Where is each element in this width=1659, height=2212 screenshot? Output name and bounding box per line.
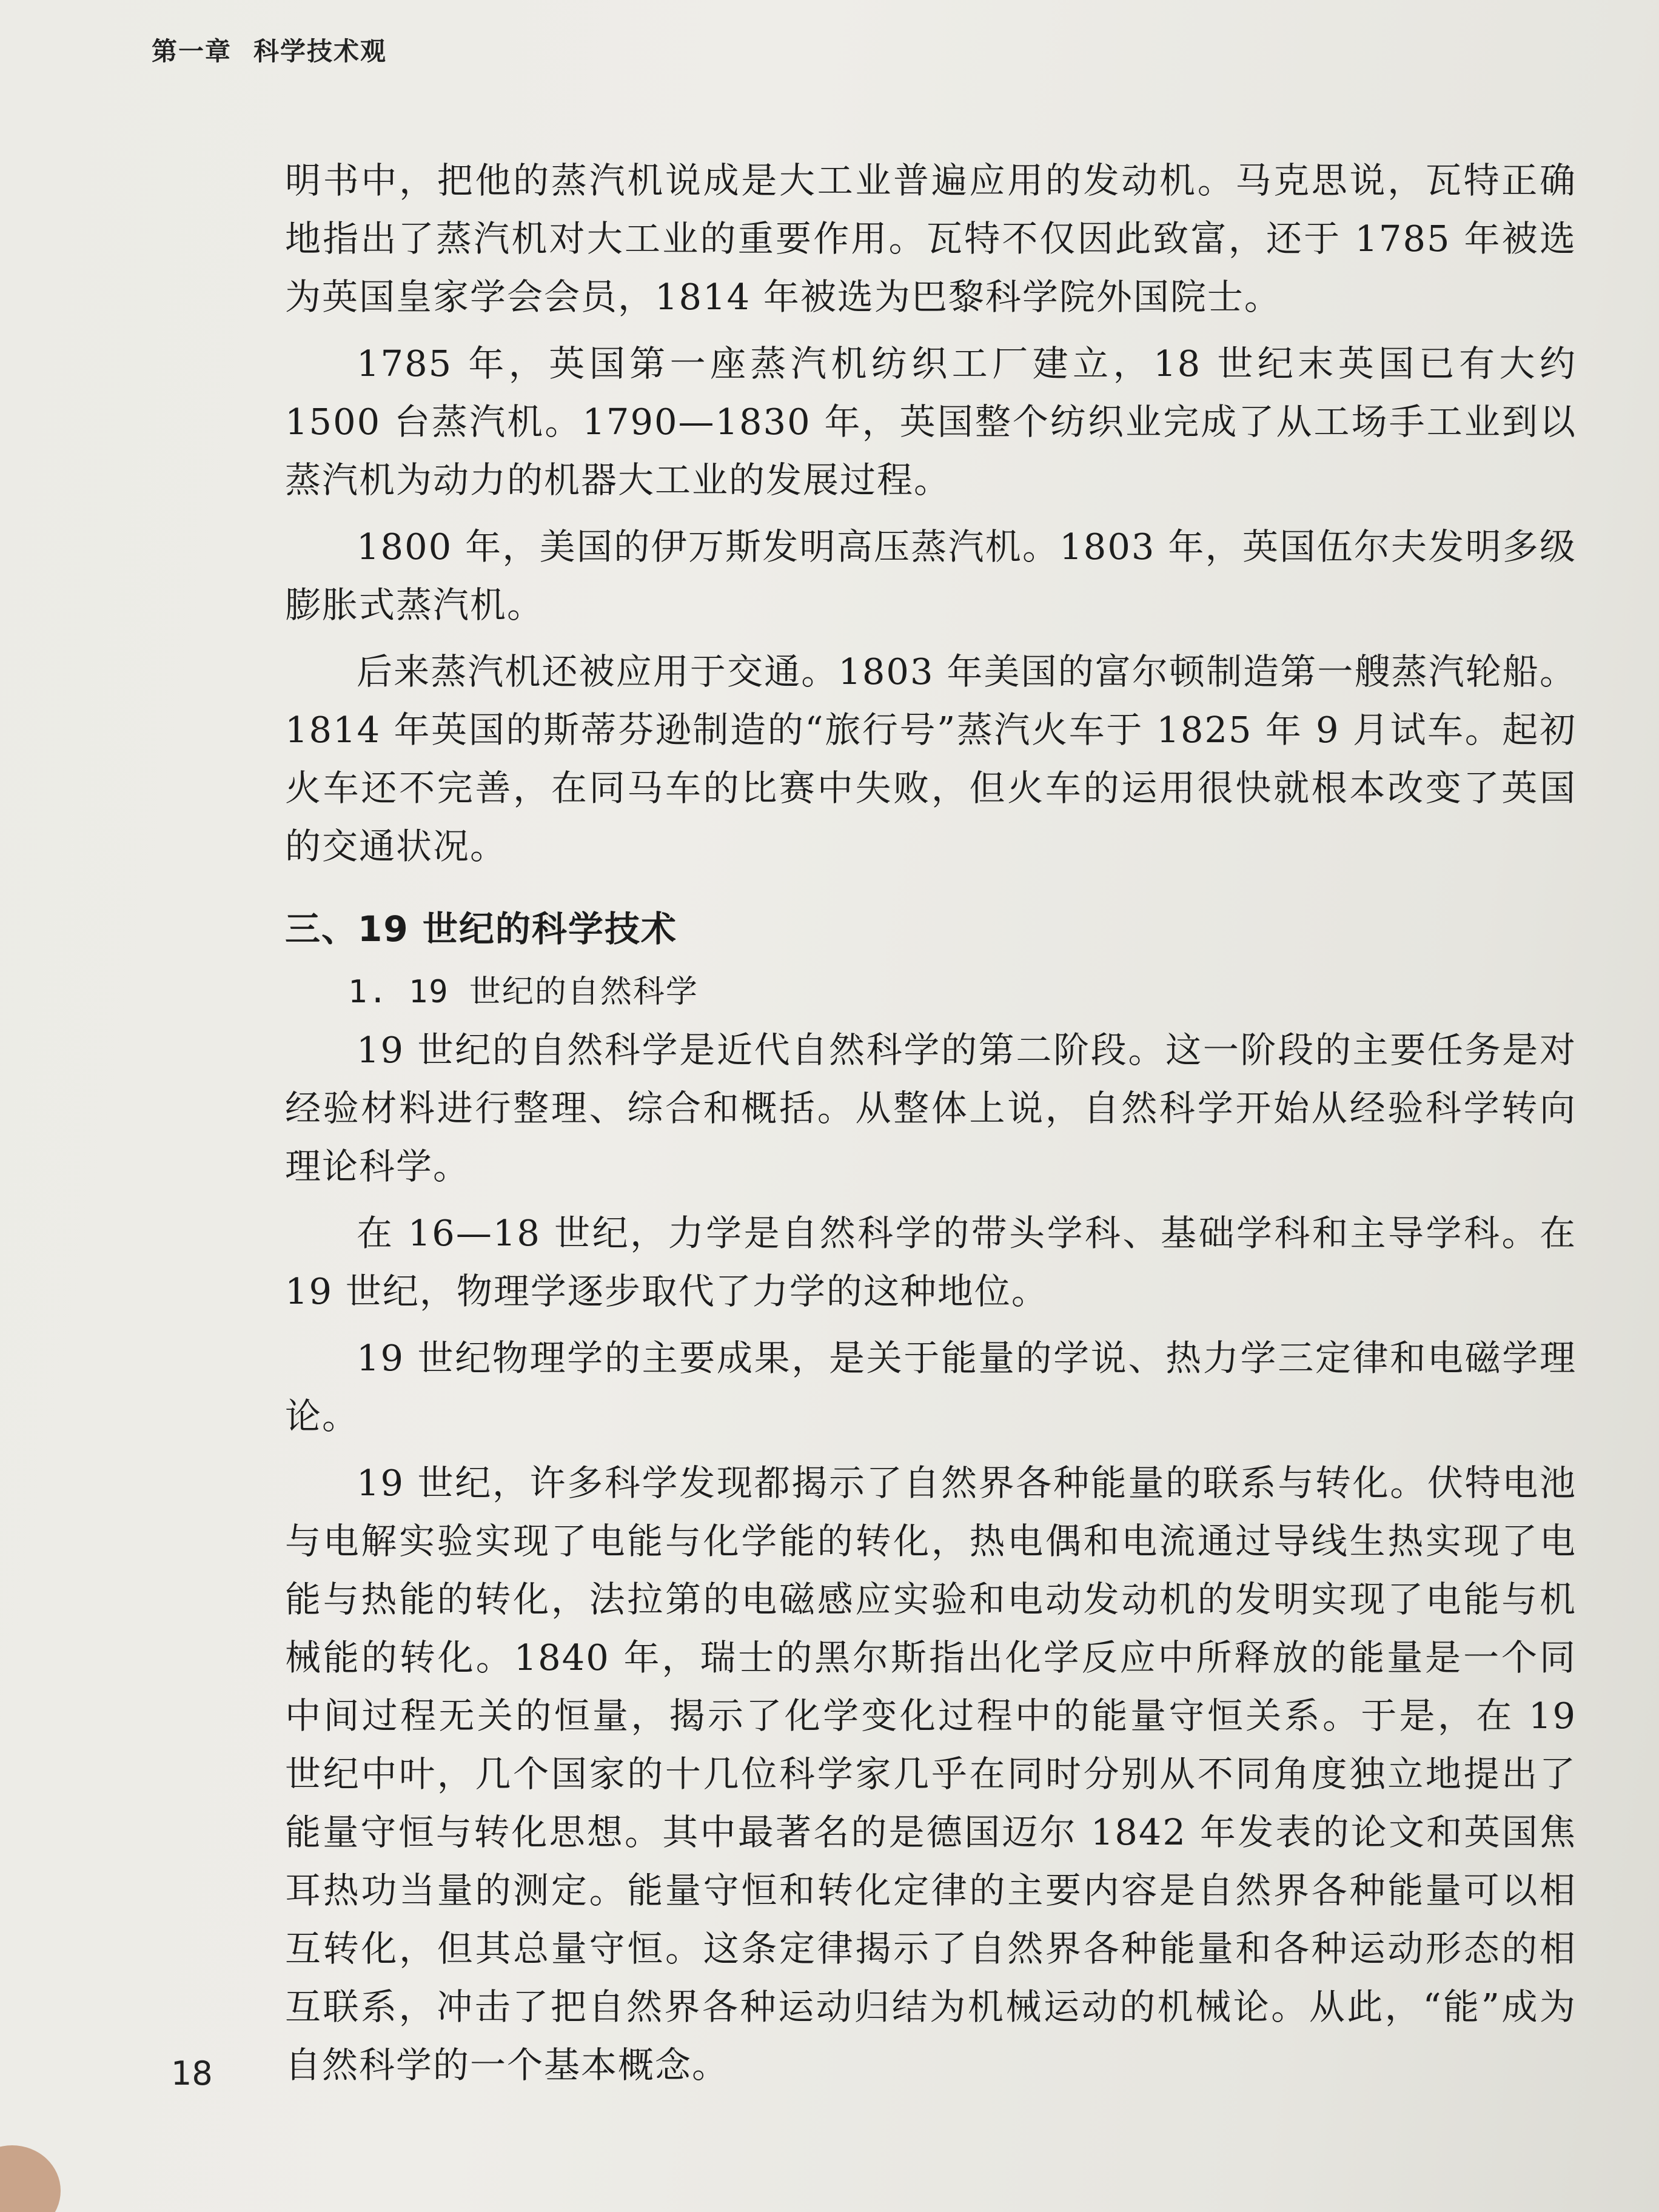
section-heading: 三、19 世纪的科学技术	[285, 908, 677, 950]
paragraph: 19 世纪物理学的主要成果，是关于能量的学说、热力学三定律和电磁学理论。	[285, 1337, 1577, 1437]
paragraph: 19 世纪，许多科学发现都揭示了自然界各种能量的联系与转化。伏特电池与电解实验实现了电能与化学能的转化，热电偶和电流通过导线生热实现了电能与热能的转化，法拉第的电磁感应实验和电动发动机的发明实现了电能与机械能的转化。1840 年，瑞士的黑尔斯指出化学反应中所释放的能量是一个同中间过程无关的恒量，揭示了化学变化过程中的能量守恒关系。于是，在 19 世纪中叶，几个国家的十几位科学家几乎在同时分别从不同角度独立地提出了能量守恒与转化思想。其中最著名的是德国迈尔 1842 年发表的论文和英国焦耳热功当量的测定。能量守恒和转化定律的主要内容是自然界各种能量可以相互转化，但其总量守恒。这条定律揭示了自然界各种能量和各种运动形态的相互联系，冲击了把自然界各种运动归结为机械运动的机械论。从此，“能”成为自然科学的一个基本概念。	[285, 1462, 1577, 2086]
paragraph: 1800 年，美国的伊万斯发明高压蒸汽机。1803 年，英国伍尔夫发明多级膨胀式蒸汽机。	[285, 526, 1577, 626]
paragraph-continued: 明书中，把他的蒸汽机说成是大工业普遍应用的发动机。马克思说，瓦特正确地指出了蒸汽机对大工业的重要作用。瓦特不仅因此致富，还于 1785 年被选为英国皇家学会会员，1814 年被选为巴黎科学院外国院士。	[285, 159, 1577, 318]
paragraph: 在 16—18 世纪，力学是自然科学的带头学科、基础学科和主导学科。在 19 世纪，物理学逐步取代了力学的这种地位。	[285, 1212, 1577, 1312]
paragraph: 19 世纪的自然科学是近代自然科学的第二阶段。这一阶段的主要任务是对经验材料进行整理、综合和概括。从整体上说，自然科学开始从经验科学转向理论科学。	[285, 1029, 1577, 1187]
finger-shadow	[0, 2145, 61, 2212]
subsection-heading: 1. 19 世纪的自然科学	[348, 974, 699, 1010]
paragraph: 1785 年，英国第一座蒸汽机纺织工厂建立，18 世纪末英国已有大约 1500 台蒸汽机。1790—1830 年，英国整个纺织业完成了从工场手工业到以蒸汽机为动力的机器大工业的发展过程。	[285, 343, 1577, 501]
chapter-number: 第一章	[152, 36, 232, 66]
page-number: 18	[171, 2054, 213, 2093]
paragraph: 后来蒸汽机还被应用于交通。1803 年美国的富尔顿制造第一艘蒸汽轮船。1814 年英国的斯蒂芬逊制造的“旅行号”蒸汽火车于 1825 年 9 月试车。起初火车还不完善，在同马车的比赛中失败，但火车的运用很快就根本改变了英国的交通状况。	[285, 651, 1577, 867]
running-header	[152, 32, 387, 68]
chapter-title: 科学技术观	[253, 36, 387, 66]
page-body	[285, 152, 1577, 2103]
